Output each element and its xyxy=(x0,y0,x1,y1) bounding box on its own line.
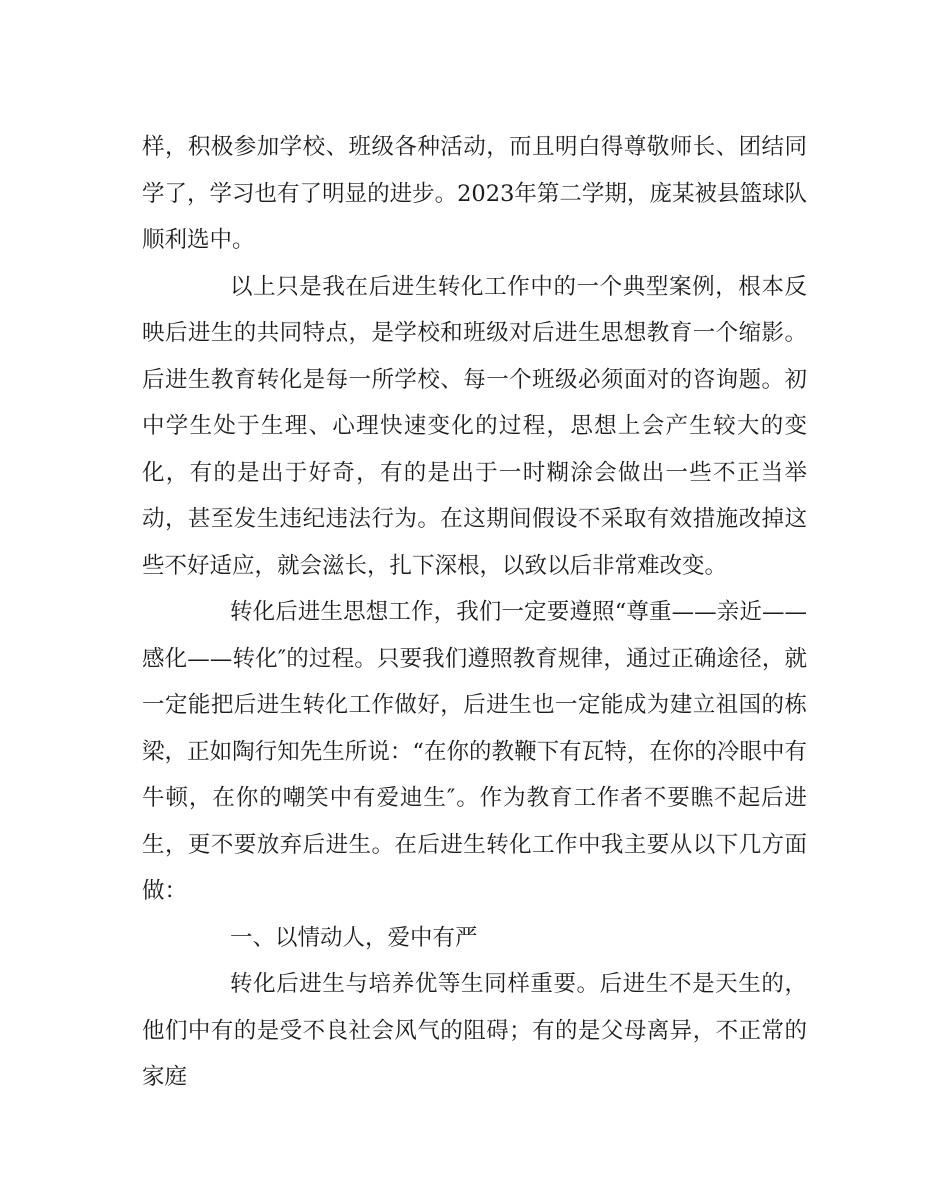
document-body xyxy=(142,124,807,1101)
section-heading-1: 一、以情动人，爱中有严 xyxy=(230,924,478,951)
paragraph-transformation-process: 转化后进生思想工作，我们一定要遵照“尊重——亲近——感化——转化″的过程。只要我们遵照教育规律，通过正确途径，就一定能把后进生转化工作做好，后进生也一定能成为建立祖国的栋梁，正如陶行知先生所说：“在你的教鞭下有瓦特，在你的冷眼中有牛顿，在你的嘲笑中有爱迪生″。作为教育工作者不要瞧不起后进生，更不要放弃后进生。在后进生转化工作中我主要从以下几方面做： xyxy=(142,599,807,904)
paragraph-continuation: 样，积极参加学校、班级各种活动，而且明白得尊敬师长、团结同学了，学习也有了明显的进步。2023年第二学期，庞某被县篮球队顺利选中。 xyxy=(142,134,807,253)
paragraph-typical-case: 以上只是我在后进生转化工作中的一个典型案例，根本反映后进生的共同特点，是学校和班级对后进生思想教育一个缩影。后进生教育转化是每一所学校、每一个班级必须面对的咨询题。初中学生处于生理、心理快速变化的过程，思想上会产生较大的变化，有的是出于好奇，有的是出于一时糊涂会做出一些不正当举动，甚至发生违纪违法行为。在这期间假设不采取有效措施改掉这些不好适应，就会滋长，扎下深根，以致以后非常难改变。 xyxy=(142,273,807,579)
paragraph-section-1-intro: 转化后进生与培养优等生同样重要。后进生不是天生的，他们中有的是受不良社会风气的阻碍；有的是父母离异，不正常的家庭 xyxy=(142,971,807,1090)
